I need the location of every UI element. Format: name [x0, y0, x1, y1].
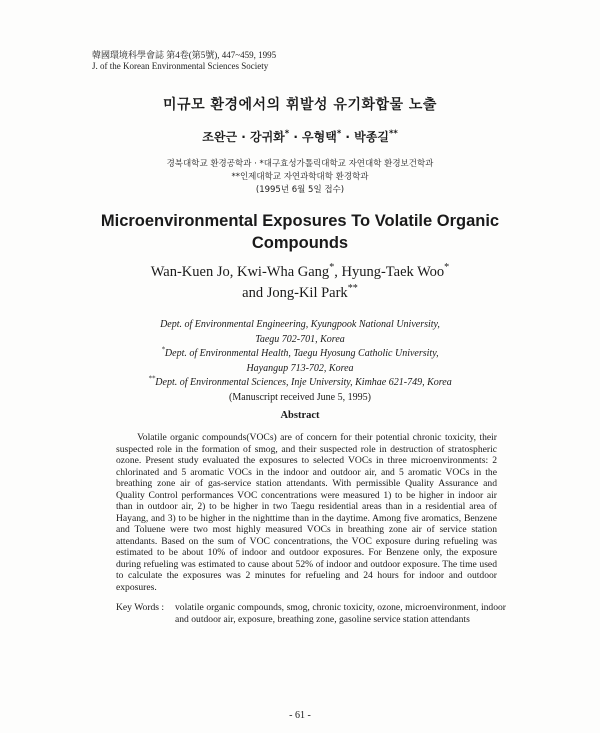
affiliation-en-3	[0, 376, 600, 391]
authors-korean	[0, 128, 600, 145]
received-date-ko: (1995년 6월 5일 접수)	[255, 185, 345, 195]
affiliation-en-1: Dept. of Environmental Engineering, Kyungpook National University,	[160, 319, 440, 330]
journal-name-en: J. of the Korean Environmental Sciences Society	[92, 61, 269, 71]
affiliation-en-2	[0, 347, 600, 362]
keywords-section	[116, 602, 506, 625]
abstract-heading: Abstract	[280, 410, 320, 421]
author-en-3: and Jong-Kil Park	[242, 285, 348, 301]
journal-citation-ko: 韓國環境科學會誌 第4卷(第5號), 447~459, 1995	[92, 50, 277, 60]
affiliation-en-2-mark: *	[161, 345, 165, 354]
manuscript-received: (Manuscript received June 5, 1995)	[229, 391, 371, 403]
affiliations-korean	[0, 158, 600, 197]
journal-header	[92, 50, 276, 72]
title-english-line-2: Compounds	[251, 234, 349, 252]
affiliation-ko-line-2: **인제대학교 자연과학대학 환경학과	[231, 172, 369, 182]
keywords-list: volatile organic compounds, smog, chronic toxicity, ozone, microenvironment, indoor and outdoor air, exposure, breathing zone, gasoline service station attendants	[175, 602, 506, 625]
title-english-line-1: Microenvironmental Exposures To Volatile Organic	[100, 212, 500, 230]
affiliation-en-2-address: Hayangup 713-702, Korea	[246, 362, 354, 374]
affiliation-en-3-text: Dept. of Environmental Sciences, Inje University, Kimhae 621-749, Korea	[155, 377, 452, 388]
author-en-2: , Hyung-Taek Woo	[334, 264, 445, 280]
author-ko-3: · 박종길	[341, 130, 389, 144]
author-ko-1: 조완근 · 강귀화	[202, 130, 285, 144]
title-english	[0, 210, 600, 254]
author-ko-3-mark: **	[388, 128, 398, 138]
affiliation-en-1-address: Taegu 702-701, Korea	[255, 333, 345, 345]
affiliations-english	[0, 318, 600, 405]
author-en-3-mark: **	[347, 283, 358, 295]
author-ko-2: · 우형택	[289, 130, 337, 144]
author-en-2-mark: *	[444, 262, 450, 274]
author-ko-2-mark: *	[336, 128, 342, 138]
authors-english-line-2	[0, 283, 600, 304]
affiliation-en-3-mark: **	[148, 374, 156, 383]
authors-english	[0, 262, 600, 304]
keywords-label: Key Words :	[116, 602, 165, 613]
affiliation-en-2-text: Dept. of Environmental Health, Taegu Hyosung Catholic University,	[164, 348, 439, 359]
authors-english-line-1	[0, 262, 600, 283]
page-number: - 61 -	[289, 710, 311, 721]
abstract-body: Volatile organic compounds(VOCs) are of concern for their potential chronic toxicity, their suspected role in the formation of smog, and their suspected role in destruction of stratospheric ozone. Present study evaluated the exposures to selected VOCs in three microenvironments: 2 chlorinated and 5 aromatic VOCs in the indoor and outdoor air, and 5 aromatic VOCs in the breathing zone air of gas-service station attendants. With permissible Quality Assurance and Quality Control performances VOC concentrations were measured 1) to be higher in indoor air than in outdoor air, 2) to be higher in two Taegu residential areas than in a residential area of Hayang, and 3) to be higher in the nighttime than in the daytime. Among five aromatics, Benzene and Toluene were two most highly measured VOCs in breathing zone air of service station attendants. Based on the sum of VOC concentrations, the VOC exposure during refueling was estimated to be about 10% of indoor and outdoor exposures. For Benzene only, the exposure during refueling was estimated to cause about 52% of indoor and outdoor exposure. The time used to calculate the exposures was 2 minutes for refueling and 24 hours for indoor and outdoor exposures.	[116, 432, 497, 593]
affiliation-ko-line-1: 경북대학교 환경공학과 · *대구효성가톨릭대학교 자연대학 환경보건학과	[166, 159, 434, 169]
author-en-1: Wan-Kuen Jo, Kwi-Wha Gang	[150, 264, 330, 280]
title-korean: 미규모 환경에서의 휘발성 유기화합물 노출	[163, 97, 437, 113]
author-en-1-mark: *	[329, 262, 335, 274]
author-ko-1-mark: *	[284, 128, 290, 138]
